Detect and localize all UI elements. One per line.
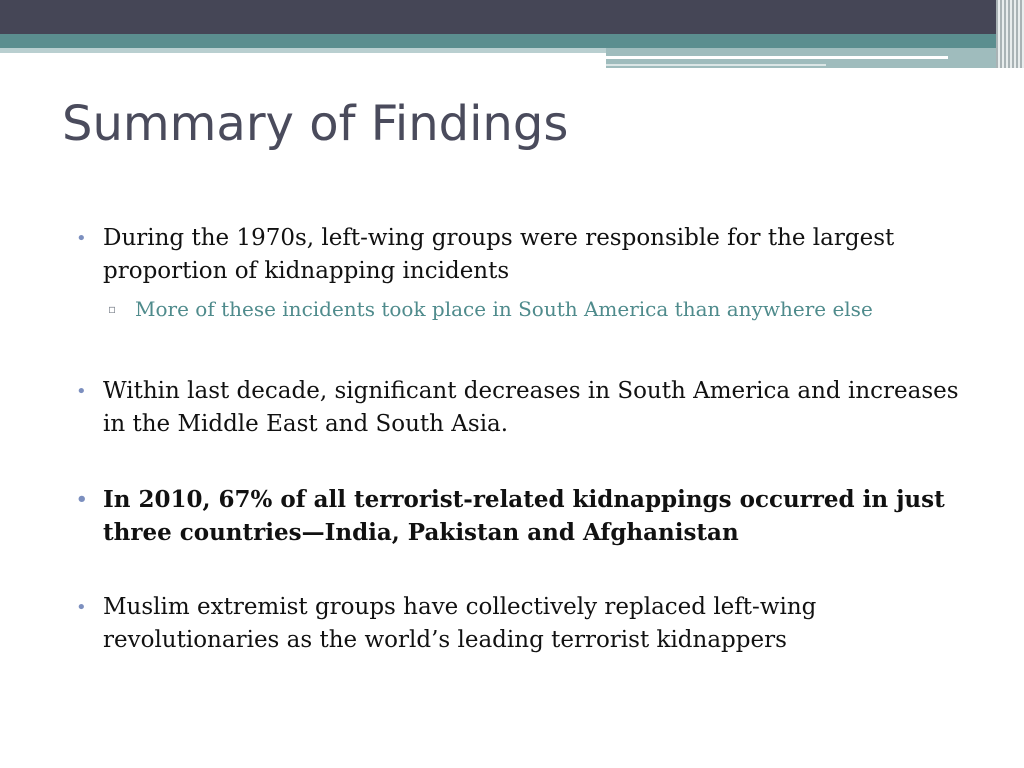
bullet-icon: • — [76, 381, 87, 402]
bullet-text: During the 1970s, left-wing groups were responsible for the largest proportion of kidnapping incidents — [103, 225, 895, 284]
bullet-item — [76, 222, 976, 288]
bullet-icon: • — [76, 228, 87, 249]
header-band-line — [606, 56, 948, 59]
header-band-dark — [0, 0, 1024, 34]
bullet-text: Muslim extremist groups have collectively replaced left-wing revolutionaries as the world’s leading terrorist kidnappers — [103, 594, 817, 653]
bullet-item — [76, 375, 976, 441]
slide-title: Summary of Findings — [62, 96, 569, 152]
sub-bullet-item — [76, 295, 976, 323]
bullet-item — [76, 591, 976, 657]
header-band-teal — [0, 34, 1024, 48]
bullet-text: In 2010, 67% of all terrorist-related kidnappings occurred in just three countries—India, Pakistan and Afghanistan — [103, 486, 945, 546]
header-band-light — [0, 48, 608, 53]
bullet-icon: • — [76, 489, 88, 510]
bullet-item — [76, 483, 976, 549]
bullet-text: Within last decade, significant decreases in South America and increases in the Middle East and South Asia. — [103, 378, 959, 437]
bullet-icon: • — [76, 597, 87, 618]
sub-bullet-icon: ▫ — [108, 302, 117, 316]
sub-bullet-text: More of these incidents took place in South America than anywhere else — [135, 297, 873, 321]
header-band-line — [606, 64, 826, 66]
bullet-list — [76, 222, 976, 657]
header-stripes — [996, 0, 1024, 68]
